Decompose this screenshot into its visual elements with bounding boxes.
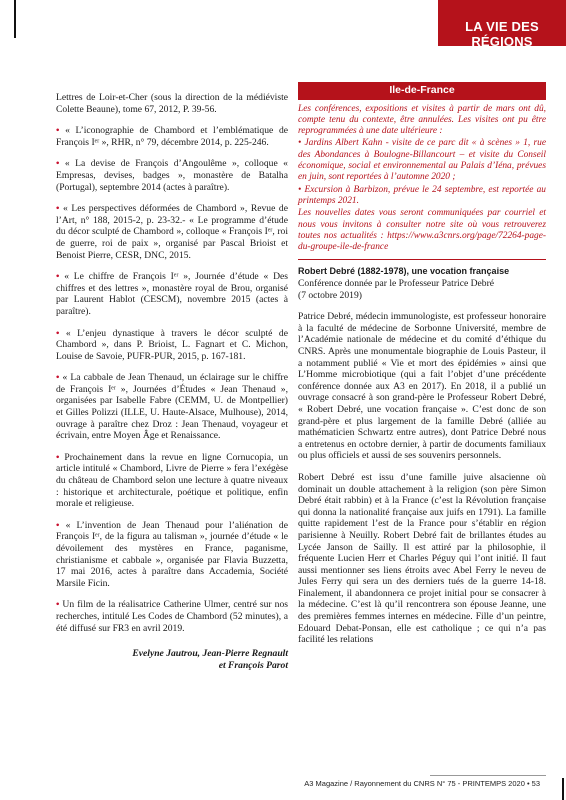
signature-line: et François Parot — [218, 660, 288, 672]
list-item: • Un film de la réalisatrice Catherine Ulmer, centré sur nos recherches, intitulé Les Codes de Chambord (52 minutes), a été diffusé sur FR3 en avril 2019. — [56, 599, 288, 634]
left-column — [56, 92, 288, 672]
article-paragraph: Patrice Debré, médecin immunologiste, est professeur honoraire à la faculté de médecine de Sorbonne Université, membre de l’Académie nationale de médecine et du comité d’éthique du CNRS. Après une monumentale biographie de Louis Pasteur, il a notamment publié « Vie et mort des épidémies » ainsi que L’Homme microbiotique (qui a fait l’objet d’une précédente conférence donnée aux A3 en 2017). En 2018, il a publié un ouvrage consacré à son grand-père le Professeur Robert Debré, « Robert Debré, une vocation française ». C’est donc de son grand-père et plus largement de la famille Debré (alliée au mathématicien Schwartz entre autres), dont Patrice Debré nous a entretenus en octobre dernier, à partir de documents familiaux ou plus officiels et aussi de ses souvenirs personnels. — [298, 311, 546, 462]
announcement-text: Les nouvelles dates vous seront communiquées par courriel et nous vous invitons à consulter notre site où vous retrouverez toutes nos actualités : https://www.a3cnrs.org/page/72264-page-du-groupe-ile-de-france — [298, 208, 546, 253]
region-heading: Ile-de-France — [298, 82, 546, 100]
list-item: • « Le chiffre de François Iᵉʳ », Journée d’étude « Des chiffres et des lettres », monastère royal de Brou, organisé par Laurent Hablot (CESCM), novembre 2015 (actes à paraître). — [56, 271, 288, 317]
announcement-box — [298, 104, 546, 254]
announcement-text: Les conférences, expositions et visites à partir de mars ont dû, compte tenu du contexte, être annulées. Les visites ont pu être reprogrammées à une date ultérieure : — [298, 103, 546, 137]
bottom-right-rule — [562, 778, 564, 800]
list-item: • « La cabbale de Jean Thenaud, un éclairage sur le chiffre de François Iᵉʳ », Journées d’Études « Jean Thenaud », organisées par Isabelle Fabre (CEMM, U. de Montpellier) et Gilles Polizzi (ILLE, U. Haute-Alsace, Mulhouse), 2014, ouvrage à paraître chez Droz : Jean Thenaud, voyageur et écrivain, entre Moyen Âge et Renaissance. — [56, 372, 288, 442]
article-title: Robert Debré (1882-1978), une vocation française — [298, 266, 510, 277]
announcement-text: • Jardins Albert Kahn - visite de ce parc dit « à scènes » 1, rue des Abondances à Boulogne-Billancourt – et visite du Conseil économique, social et environnemental au Palais d’Iéna, prévues en juin, sont reportées à l’automne 2020 ; — [298, 138, 546, 183]
list-item: • « La devise de François d’Angoulême », colloque « Empresas, devises, badges », monastère de Batalha (Portugal), septembre 2014 (actes à paraître). — [56, 158, 288, 193]
page-footer: A3 Magazine / Rayonnement du CNRS N° 75 - PRINTEMPS 2020 • 53 — [304, 779, 540, 788]
divider — [298, 259, 546, 260]
list-item: • « L’enjeu dynastique à travers le décor sculpté de Chambord », dans P. Brioist, L. Fagnart et C. Michon, Louise de Savoie, PUFR-PUR, 2015, p. 167-181. — [56, 328, 288, 363]
right-column — [298, 82, 546, 656]
article-subtitle — [298, 278, 546, 301]
article-subtitle-line: (7 octobre 2019) — [298, 289, 362, 301]
signature — [56, 648, 288, 672]
section-title: LA VIE DES RÉGIONS — [465, 19, 539, 49]
list-item: Lettres de Loir-et-Cher (sous la direction de la médiéviste Colette Beaune), tome 67, 2012, P. 39-56. — [56, 92, 288, 115]
list-item: • « L’iconographie de Chambord et l’emblématique de François Iᵉʳ », RHR, n° 79, décembre 2014, p. 225-246. — [56, 125, 288, 148]
section-header-band — [438, 0, 566, 49]
footer-rule — [430, 775, 546, 776]
article-subtitle-line: Conférence donnée par le Professeur Patrice Debré — [298, 278, 495, 290]
list-item: • « Les perspectives déformées de Chambord », Revue de l’Art, n° 188, 2015-2, p. 23-32.- « Le programme d’étude du décor sculpté de Chambord », colloque « François Iᵉʳ, roi de guerre, roi de paix », organisé par Pascal Brioist et Benoist Pierre, CESR, DNC, 2015. — [56, 203, 288, 261]
article-paragraph: Robert Debré est issu d’une famille juive alsacienne où dominait un double attachement à la religion (son père Simon Debré était rabbin) et à la France (c’est la Révolution française qui donna la nationalité française aux juifs en 1791). La famille quitte rapidement l’est de la France pour s’établir en région parisienne à Neuilly. Robert Debré fait de brillantes études au Lycée Janson de Sailly. Il est attiré par la philosophie, il fréquente Lucien Herr et Charles Péguy qui l’ont initié. Il faut aussi mentionner ses liens étroits avec Abel Ferry le neveu de Jules Ferry qui sera un des derniers tués de la guerre 14-18. Finalement, il abandonnera ce projet initial pour se consacrer à la médecine. C’est là qu’il rencontrera son épouse Jeanne, une des premières femmes internes en médecine. Fille d’un peintre, Edouard Debat-Ponsan, elle est catholique ; ce qui n’a pas facilité les relations — [298, 471, 546, 646]
announcement-text: • Excursion à Barbizon, prévue le 24 septembre, est reportée au printemps 2021. — [298, 184, 546, 206]
list-item: • Prochainement dans la revue en ligne Cornucopia, un article intitulé « Chambord, Livre de Pierre » fera l’exégèse du château de Chambord selon une lecture à quatre niveaux : historique et architecturale, poétique et politique, enfin morale et religieuse. — [56, 452, 288, 510]
signature-line: Evelyne Jautrou, Jean-Pierre Regnault — [132, 648, 288, 660]
list-item: • « L’invention de Jean Thenaud pour l’aliénation de François Iᵉʳ, de la figura au talisman », journée d’étude « le dévoilement des mystères en France, paganisme, christianisme et cabbale », organisée par Flavia Buzzetta, 17 mai 2016, actes à paraître dans Accademia, Société Marsile Ficin. — [56, 520, 288, 590]
top-left-rule — [14, 0, 16, 38]
